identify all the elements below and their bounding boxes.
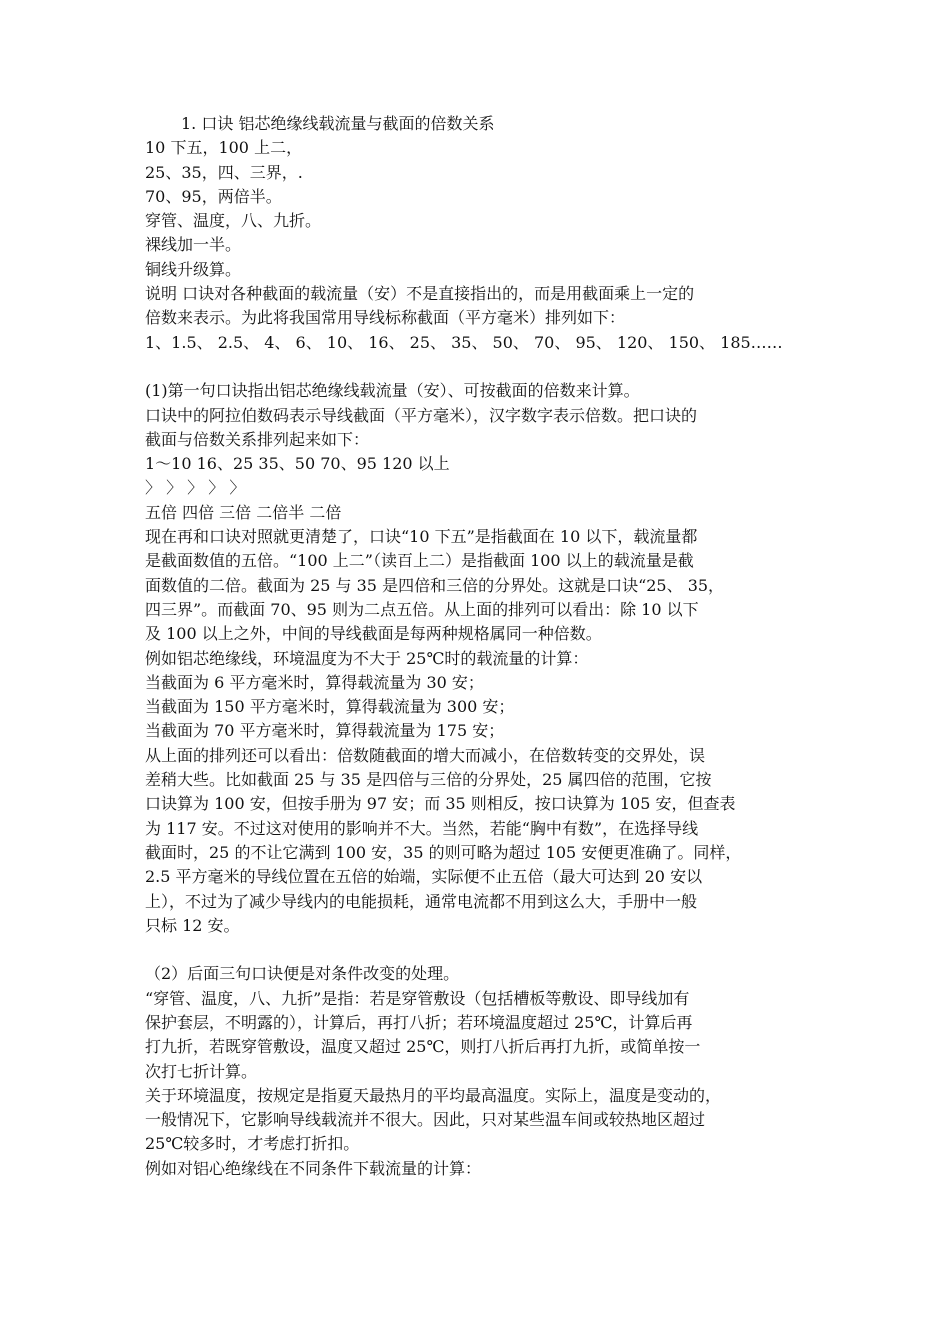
- text-line: 截面时，25 的不让它满到 100 安，35 的则可略为超过 105 安便更准确了。同样，: [145, 842, 742, 862]
- text-line: 是截面数值的五倍。“100 上二”（读百上二）是指截面 100 以上的载流量是截: [145, 551, 694, 571]
- text-line: 铜线升级算。: [145, 259, 242, 279]
- text-line: 面数值的二倍。截面为 25 与 35 是四倍和三倍的分界处。这就是口诀“25、 35，: [145, 575, 725, 595]
- text-line: 口诀中的阿拉伯数码表示导线截面（平方毫米），汉字数字表示倍数。把口诀的: [145, 405, 698, 425]
- text-line: 当截面为 150 平方毫米时，算得载流量为 300 安；: [145, 697, 515, 717]
- text-line: 保护套层，不明露的），计算后，再打八折；若环境温度超过 25℃，计算后再: [145, 1012, 693, 1032]
- text-line: 关于环境温度，按规定是指夏天最热月的平均最高温度。实际上，温度是变动的，: [145, 1085, 722, 1105]
- section-list-line: 1、1.5、 2.5、 4、 6、 10、 16、 25、 35、 50、 70、 95、 120、 150、 185……: [145, 332, 783, 352]
- text-line: 五倍 四倍 三倍 二倍半 二倍: [145, 502, 342, 522]
- text-line: 从上面的排列还可以看出：倍数随截面的增大而减小，在倍数转变的交界处，误: [145, 745, 706, 765]
- text-line: 〉 〉 〉 〉 〉: [145, 478, 246, 498]
- text-line: 一般情况下，它影响导线载流并不很大。因此，只对某些温车间或较热地区超过: [145, 1110, 706, 1130]
- text-line: 25℃较多时，才考虑打折扣。: [145, 1134, 360, 1154]
- text-line: 穿管、温度，八、九折。: [145, 211, 322, 231]
- blank-line: [145, 938, 813, 962]
- section-title: 1. 口诀 铝芯绝缘线载流量与截面的倍数关系: [181, 114, 495, 133]
- text-line: 例如对铝心绝缘线在不同条件下载流量的计算：: [145, 1158, 482, 1178]
- text-line: 现在再和口诀对照就更清楚了，口诀“10 下五”是指截面在 10 以下，载流量都: [145, 527, 698, 547]
- text-line: 例如铝芯绝缘线，环境温度为不大于 25℃时的载流量的计算：: [145, 648, 589, 668]
- text-line: 70、95，两倍半。: [145, 186, 282, 206]
- blank-line: [145, 355, 813, 379]
- text-line: 口诀算为 100 安，但按手册为 97 安；而 35 则相反，按口诀算为 105 安，但查表: [145, 794, 736, 814]
- text-line: 打九折，若既穿管敷设，温度又超过 25℃，则打八折后再打九折，或简单按一: [145, 1037, 701, 1057]
- text-line: 倍数来表示。为此将我国常用导线标称截面（平方毫米）排列如下：: [145, 308, 626, 328]
- text-line: 四三界”。而截面 70、95 则为二点五倍。从上面的排列可以看出：除 10 以下: [145, 599, 699, 619]
- text-line: 1～10 16、25 35、50 70、95 120 以上: [145, 454, 450, 474]
- document-page: [145, 112, 813, 1181]
- text-line: 截面与倍数关系排列起来如下：: [145, 429, 370, 449]
- text-line: 为 117 安。不过这对使用的影响并不大。当然，若能“胸中有数”，在选择导线: [145, 818, 699, 838]
- text-line: 裸线加一半。: [145, 235, 242, 255]
- text-line: “穿管、温度，八、九折”是指：若是穿管敷设（包括槽板等敷设、即导线加有: [145, 988, 690, 1008]
- paragraph-heading: （2）后面三句口诀便是对条件改变的处理。: [145, 964, 460, 984]
- text-line: 25、35，四、三界，.: [145, 162, 303, 182]
- text-line: 上），不过为了减少导线内的电能损耗，通常电流都不用到这么大，手册中一般: [145, 891, 698, 911]
- text-line: 次打七折计算。: [145, 1061, 258, 1081]
- text-line: 2.5 平方毫米的导线位置在五倍的始端，实际便不止五倍（最大可达到 20 安以: [145, 867, 703, 887]
- text-line: 10 下五，100 上二，: [145, 138, 303, 158]
- text-line: 及 100 以上之外，中间的导线截面是每两种规格属同一种倍数。: [145, 624, 602, 644]
- paragraph-heading: (1)第一句口诀指出铝芯绝缘线载流量（安）、可按截面的倍数来计算。: [145, 381, 640, 401]
- text-line: 说明 口诀对各种截面的载流量（安）不是直接指出的，而是用截面乘上一定的: [145, 284, 695, 304]
- text-line: 差稍大些。比如截面 25 与 35 是四倍与三倍的分界处，25 属四倍的范围，它按: [145, 770, 712, 790]
- text-line: 当截面为 6 平方毫米时，算得载流量为 30 安；: [145, 672, 484, 692]
- text-line: 当截面为 70 平方毫米时，算得载流量为 175 安；: [145, 721, 505, 741]
- text-line: 只标 12 安。: [145, 915, 240, 935]
